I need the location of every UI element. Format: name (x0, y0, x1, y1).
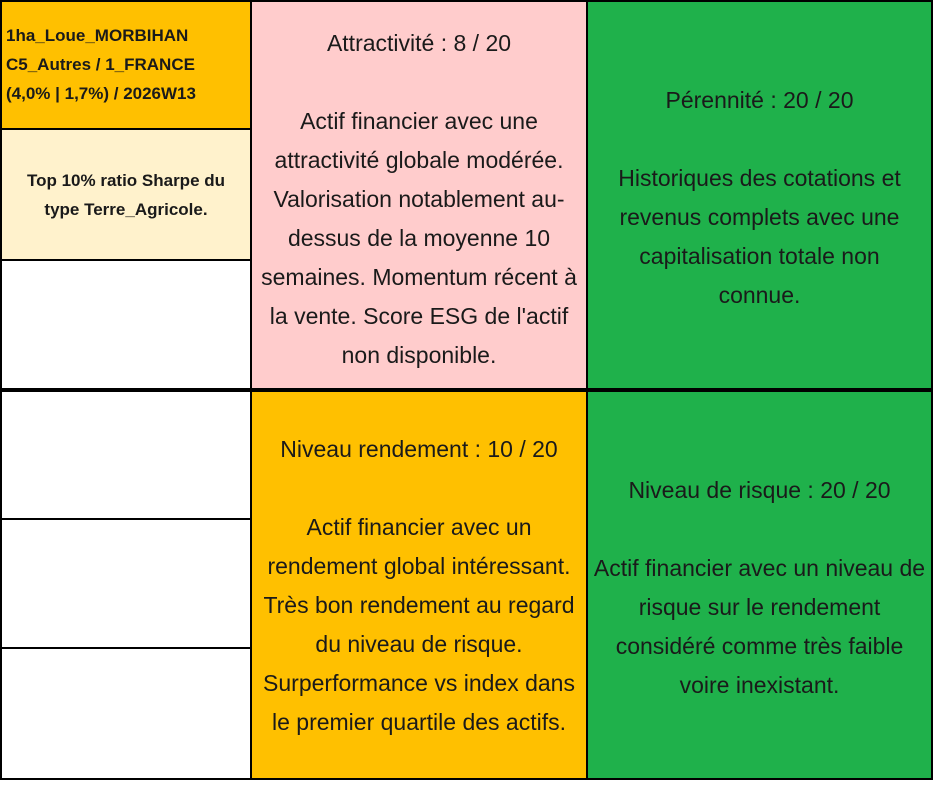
empty-cell-top (2, 261, 250, 388)
divider (586, 0, 588, 780)
empty-cell-bottom-2 (2, 520, 250, 647)
attractivite-line: semaines. Momentum récent à (261, 264, 577, 290)
risque-cell (588, 392, 931, 778)
attractivite-line: Actif financier avec une (300, 108, 538, 134)
divider (0, 388, 933, 390)
perennite-text (618, 159, 901, 315)
divider (250, 0, 252, 780)
empty-cell-bottom-1 (2, 392, 250, 518)
attractivite-line: attractivité globale modérée. (274, 147, 564, 173)
risque-line: considéré comme très faible (615, 633, 904, 659)
perennite-line: revenus complets avec une (619, 204, 900, 230)
attractivite-title: Attractivité : 8 / 20 (326, 30, 512, 56)
sharpe-note-cell (2, 130, 250, 259)
rendement-line: Actif financier avec un (306, 514, 532, 540)
rendement-text (263, 508, 575, 742)
rendement-line: le premier quartile des actifs. (271, 709, 566, 735)
sharpe-note-line1: Top 10% ratio Sharpe du (26, 170, 226, 190)
rendement-line: du niveau de risque. (315, 631, 523, 657)
asset-performance-period: (4,0% | 1,7%) / 2026W13 (6, 84, 196, 103)
rendement-line: Très bon rendement au regard (263, 592, 575, 618)
divider (0, 518, 252, 520)
perennite-line: connue. (718, 282, 801, 308)
divider (0, 128, 252, 130)
risque-line: voire inexistant. (679, 672, 840, 698)
perennite-line: Historiques des cotations et (618, 165, 901, 191)
attractivite-line: dessus de la moyenne 10 (287, 225, 551, 251)
divider (0, 259, 252, 261)
attractivite-line: la vente. Score ESG de l'actif (269, 303, 569, 329)
risque-text (594, 549, 925, 705)
rendement-line: rendement global intéressant. (267, 553, 571, 579)
rendement-title: Niveau rendement : 10 / 20 (280, 436, 558, 462)
attractivite-cell (252, 2, 586, 388)
rendement-line: Surperformance vs index dans (263, 670, 575, 696)
divider (0, 647, 252, 649)
attractivite-text (261, 102, 577, 375)
rendement-cell (252, 392, 586, 778)
attractivite-line: non disponible. (341, 342, 497, 368)
empty-cell-bottom-3 (2, 649, 250, 778)
perennite-cell (588, 2, 931, 388)
perennite-title: Pérennité : 20 / 20 (665, 87, 854, 113)
perennite-line: capitalisation totale non (639, 243, 880, 269)
asset-category: C5_Autres / 1_FRANCE (6, 55, 195, 74)
attractivite-line: Valorisation notablement au- (273, 186, 565, 212)
sharpe-note-line2: type Terre_Agricole. (44, 199, 208, 219)
asset-name: 1ha_Loue_MORBIHAN (6, 26, 189, 45)
risque-line: risque sur le rendement (638, 594, 881, 620)
risque-title: Niveau de risque : 20 / 20 (628, 477, 891, 503)
risque-line: Actif financier avec un niveau de (593, 555, 926, 581)
asset-info-cell (2, 2, 250, 128)
